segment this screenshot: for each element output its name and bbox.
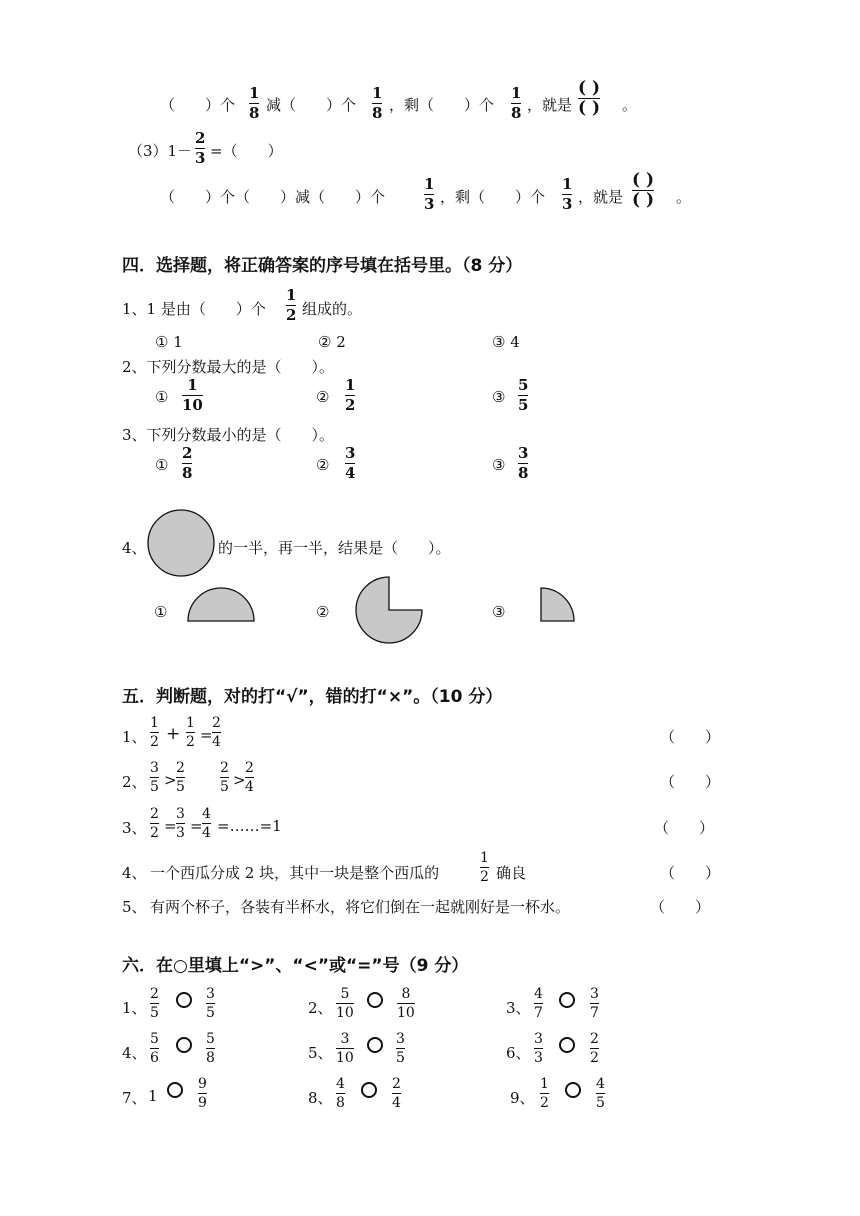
text: ，剩（ ）个 xyxy=(389,96,495,114)
fraction: 4 5 xyxy=(596,1076,605,1111)
option-mark: ③ xyxy=(492,388,506,406)
compare-circle[interactable] xyxy=(559,1037,575,1053)
question-text: 3、下列分数最小的是（ ）。 xyxy=(122,426,335,444)
fraction: 2 5 xyxy=(150,986,159,1021)
half-circle-shape xyxy=(186,586,256,624)
item-number: 4、 xyxy=(122,864,147,882)
question-number: 4、 xyxy=(122,539,147,557)
fraction: 5 5 xyxy=(518,376,529,414)
fraction: 3 8 xyxy=(518,444,529,482)
item-number: 7、 xyxy=(122,1089,147,1107)
answer-paren[interactable]: （ ） xyxy=(654,819,715,837)
question-text: 的一半，再一半，结果是（ ）。 xyxy=(218,539,451,557)
answer-fraction: ( ) ( ) xyxy=(632,170,655,210)
whole-number: 1 xyxy=(148,1087,158,1105)
option-mark: ① xyxy=(155,388,169,406)
answer-paren[interactable]: （ ） xyxy=(660,864,721,882)
fraction: 1 2 xyxy=(186,715,195,750)
compare-circle[interactable] xyxy=(167,1082,183,1098)
fraction: 2 5 xyxy=(220,760,229,795)
question-text: 组成的。 xyxy=(302,300,363,318)
fraction: 5 8 xyxy=(206,1031,215,1066)
text: （3）1－ xyxy=(128,142,193,160)
option: ① 1 xyxy=(155,333,183,351)
fraction: 1 8 xyxy=(511,84,522,122)
equation-tail: =……=1 xyxy=(217,817,282,835)
three-quarter-circle-shape xyxy=(354,575,424,645)
fraction: 1 3 xyxy=(424,175,435,213)
item-number: 5、 xyxy=(308,1044,333,1062)
fraction: 1 8 xyxy=(249,84,260,122)
text: ，剩（ ）个 xyxy=(440,188,546,206)
compare-circle[interactable] xyxy=(367,1037,383,1053)
answer-fraction: ( ) ( ) xyxy=(578,78,601,118)
compare-circle[interactable] xyxy=(361,1082,377,1098)
option: ② 2 xyxy=(318,333,346,351)
compare-circle[interactable] xyxy=(559,992,575,1008)
option-mark: ② xyxy=(316,388,330,406)
option: ③ 4 xyxy=(492,333,520,351)
text: 。 xyxy=(676,188,692,206)
equals-sign: = xyxy=(164,817,177,835)
equals-sign: = xyxy=(200,726,213,744)
item-number: 6、 xyxy=(506,1044,531,1062)
compare-circle[interactable] xyxy=(367,992,383,1008)
item-number: 2、 xyxy=(308,999,333,1017)
item-number: 1、 xyxy=(122,999,147,1017)
fraction: 4 4 xyxy=(202,806,211,841)
fraction: 1 3 xyxy=(562,175,573,213)
fraction: 3 5 xyxy=(396,1031,405,1066)
fraction: 9 9 xyxy=(198,1076,207,1111)
answer-paren[interactable]: （ ） xyxy=(650,898,711,916)
item-text: 有两个杯子，各装有半杯水，将它们倒在一起就刚好是一杯水。 xyxy=(150,898,571,916)
equals-sign: = xyxy=(190,817,203,835)
question-text: 2、下列分数最大的是（ ）。 xyxy=(122,358,335,376)
fraction: 2 4 xyxy=(245,760,254,795)
compare-circle[interactable] xyxy=(176,1037,192,1053)
text: （ ）个 xyxy=(160,96,236,114)
section6-heading: 六．在○里填上“>”、“<”或“=”号（9 分） xyxy=(122,956,469,976)
fraction: 3 4 xyxy=(345,444,356,482)
fraction: 2 4 xyxy=(392,1076,401,1111)
item-text: 一个西瓜分成 2 块，其中一块是整个西瓜的 xyxy=(150,864,440,882)
fraction: 1 2 xyxy=(345,376,356,414)
greater-sign: > xyxy=(164,771,177,789)
item-number: 3、 xyxy=(506,999,531,1017)
option-mark: ③ xyxy=(492,456,506,474)
fraction: 3 3 xyxy=(176,806,185,841)
item-number: 2、 xyxy=(122,773,147,791)
item-text: 确良 xyxy=(496,864,527,882)
text: 减（ ）个 xyxy=(266,96,357,114)
fraction: 2 5 xyxy=(176,760,185,795)
item-number: 8、 xyxy=(308,1089,333,1107)
fraction: 1 2 xyxy=(480,850,489,885)
question-text: 1、1 是由（ ）个 xyxy=(122,300,266,318)
whole-circle-shape xyxy=(146,508,216,578)
option-mark: ① xyxy=(155,456,169,474)
fraction: 3 3 xyxy=(534,1031,543,1066)
option-mark: ② xyxy=(316,603,330,621)
option-mark: ② xyxy=(316,456,330,474)
fraction: 2 8 xyxy=(182,444,193,482)
fraction: 4 8 xyxy=(336,1076,345,1111)
text: 。 xyxy=(622,96,638,114)
greater-sign: > xyxy=(233,771,246,789)
section4-heading: 四．选择题，将正确答案的序号填在括号里。（8 分） xyxy=(122,256,523,276)
fraction: 3 5 xyxy=(206,986,215,1021)
fraction: 2 2 xyxy=(150,806,159,841)
fraction: 5 6 xyxy=(150,1031,159,1066)
fraction: 1 10 xyxy=(182,376,203,414)
answer-paren[interactable]: （ ） xyxy=(660,728,721,746)
quarter-circle-shape xyxy=(538,586,578,624)
plus-sign: + xyxy=(166,724,181,744)
compare-circle[interactable] xyxy=(176,992,192,1008)
text: =（ ） xyxy=(210,142,283,160)
fraction: 8 10 xyxy=(397,986,415,1021)
option-mark: ① xyxy=(154,603,168,621)
fraction: 4 7 xyxy=(534,986,543,1021)
section5-heading: 五．判断题，对的打“√”，错的打“×”。（10 分） xyxy=(122,687,503,707)
item-number: 3、 xyxy=(122,819,147,837)
fraction: 2 3 xyxy=(195,129,206,167)
text: （ ）个（ ）减（ ）个 xyxy=(160,188,386,206)
answer-paren[interactable]: （ ） xyxy=(660,773,721,791)
item-number: 9、 xyxy=(510,1089,535,1107)
text: ，就是 xyxy=(527,96,573,114)
fraction: 1 2 xyxy=(286,286,297,324)
fraction: 3 5 xyxy=(150,760,159,795)
fraction: 1 2 xyxy=(150,715,159,750)
text: ，就是 xyxy=(578,188,624,206)
item-number: 1、 xyxy=(122,728,147,746)
item-number: 5、 xyxy=(122,898,147,916)
fraction: 1 2 xyxy=(540,1076,549,1111)
fraction: 3 7 xyxy=(590,986,599,1021)
option-mark: ③ xyxy=(492,603,506,621)
fraction: 2 2 xyxy=(590,1031,599,1066)
item-number: 4、 xyxy=(122,1044,147,1062)
compare-circle[interactable] xyxy=(565,1082,581,1098)
fraction: 3 10 xyxy=(336,1031,354,1066)
fraction: 2 4 xyxy=(212,715,221,750)
fraction: 1 8 xyxy=(372,84,383,122)
fraction: 5 10 xyxy=(336,986,354,1021)
